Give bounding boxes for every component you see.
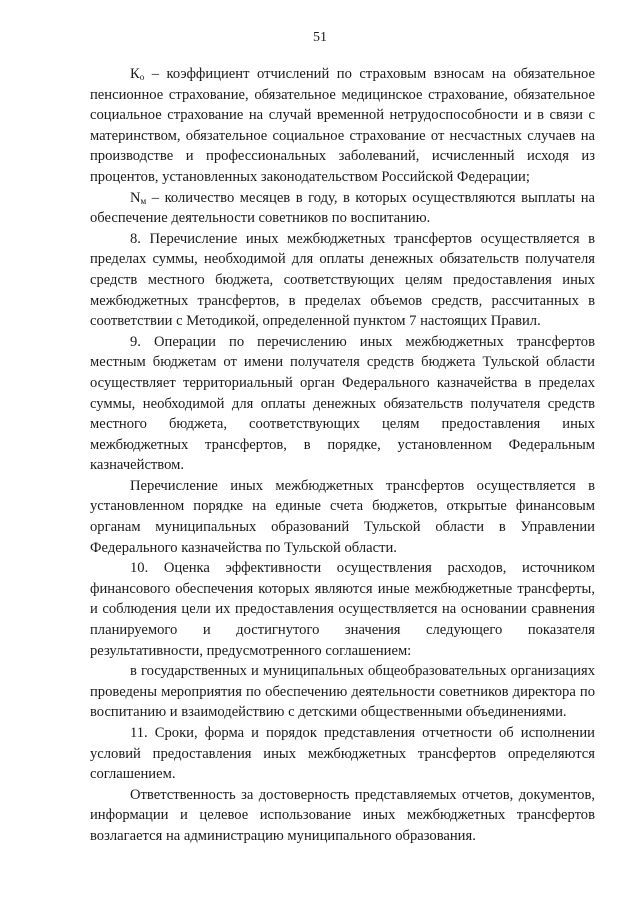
paragraph-text: – количество месяцев в году, в которых осуществляются выплаты на обеспечение деятельности советников по воспитанию. (90, 189, 595, 227)
symbol-n-subscript: м (140, 195, 147, 206)
page-number: 51 (313, 30, 327, 45)
paragraph-k-coefficient (90, 64, 595, 188)
document-body (90, 64, 595, 847)
symbol-n: N (130, 189, 141, 206)
paragraph-indicator: в государственных и муниципальных общеобразовательных организациях проведены мероприятия по обеспечению деятельности советников директора по воспитанию и взаимодействию с детскими общественными объединениями. (90, 663, 595, 721)
symbol-k-subscript: о (139, 72, 145, 82)
paragraph-text: – коэффициент отчислений по страховым взносам на обязательное пенсионное страхование, обязательное медицинское страхование, обязательное социальное страхование на случай временной нетрудоспособности и в связи с материнством, обязательное социальное страхование от несчастных случаев на производстве и профессиональных заболеваний, исчисленный исходя из процентов, установленных законодательством Российской Федерации; (90, 66, 595, 185)
paragraph-10: 10. Оценка эффективности осуществления расходов, источником финансового обеспечения которых являются иные межбюджетные трансферты, и соблюдения цели их предоставления осуществляется на основании сравнения планируемого и достигнутого значения следующего показателя результативности, предусмотренного соглашением: (90, 560, 595, 659)
symbol-k: К (130, 66, 140, 82)
paragraph-transfer-accounts: Перечисление иных межбюджетных трансфертов осуществляется в установленном порядке на единые счета бюджетов, открытые финансовым органам муниципальных образований Тульской области в Управлении Федерального казначейства по Тульской области. (90, 477, 595, 556)
paragraph-11: 11. Сроки, форма и порядок представления отчетности об исполнении условий предоставления иных межбюджетных трансфертов определяются соглашением. (90, 725, 595, 783)
paragraph-n-months (90, 188, 595, 229)
paragraph-8: 8. Перечисление иных межбюджетных трансфертов осуществляется в пределах суммы, необходимой для оплаты денежных обязательств получателя средств местного бюджета, соответствующих целям предоставления иных межбюджетных трансфертов, в пределах объемов средств, рассчитанных в соответствии с Методикой, определенной пунктом 7 настоящих Правил. (90, 230, 595, 330)
paragraph-9: 9. Операции по перечислению иных межбюджетных трансфертов местным бюджетам от имени получателя средств бюджета Тульской области осуществляет территориальный орган Федерального казначейства в пределах суммы, необходимой для оплаты денежных обязательств получателя средств местного бюджета, соответствующих целям предоставления иных межбюджетных трансфертов, в порядке, установленном Федеральным казначейством. (90, 333, 595, 474)
paragraph-responsibility: Ответственность за достоверность представляемых отчетов, документов, информации и целевое использование иных межбюджетных трансфертов возлагается на администрацию муниципального образования. (90, 786, 595, 844)
